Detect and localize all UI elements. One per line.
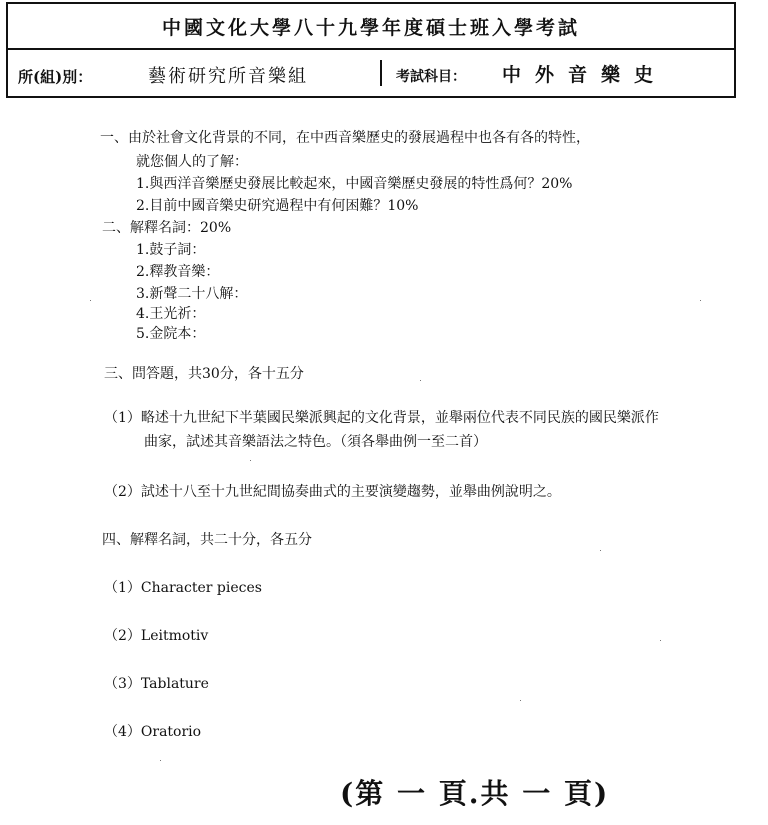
q4-intro: 四、解釋名詞，共二十分，各五分	[102, 532, 312, 548]
q1-item-1: 1.與西洋音樂歷史發展比較起來，中國音樂歷史發展的特性爲何？20%	[136, 176, 573, 192]
q2-item-4: 4.王光祈：	[136, 306, 206, 322]
exam-header-box	[6, 2, 736, 98]
q2-item-1: 1.鼓子詞：	[136, 242, 206, 258]
q3-intro: 三、問答題，共30分，各十五分	[104, 366, 304, 382]
q4-item-2: （2）Leitmotiv	[104, 628, 209, 644]
q2-item-2: 2.釋教音樂：	[136, 264, 220, 280]
q4-item-1: （1）Character pieces	[104, 580, 262, 596]
department-label: 所(組)別：	[18, 68, 93, 86]
exam-info-row	[8, 50, 734, 98]
q1-intro-line1: 一、由於社會文化背景的不同，在中西音樂歷史的發展過程中也各有各的特性，	[100, 130, 590, 146]
q2-item-5: 5.金院本：	[136, 326, 206, 342]
subject-value: 中外音樂史	[502, 64, 668, 86]
exam-title: 中國文化大學八十九學年度碩士班入學考試	[8, 4, 734, 50]
department-value: 藝術研究所音樂組	[148, 66, 308, 87]
q2-item-3: 3.新聲二十八解：	[136, 286, 248, 302]
q3-item-1-line2: 曲家，試述其音樂語法之特色。（須各舉曲例一至二首）	[144, 434, 487, 450]
q4-item-3: （3）Tablature	[104, 676, 209, 692]
q1-intro-line2: 就您個人的了解：	[136, 154, 248, 170]
header-divider	[380, 60, 382, 86]
q1-item-2: 2.目前中國音樂史研究過程中有何困難？10%	[136, 198, 419, 214]
q2-intro: 二、解釋名詞：20%	[102, 220, 232, 236]
q3-item-2: （2）試述十八至十九世紀間協奏曲式的主要演變趨勢，並舉曲例說明之。	[104, 484, 561, 500]
page-number-footer: (第 一 頁.共 一 頁)	[340, 777, 610, 810]
q4-item-4: （4）Oratorio	[104, 724, 202, 740]
subject-label: 考試科目：	[396, 69, 466, 85]
q3-item-1-line1: （1）略述十九世紀下半葉國民樂派興起的文化背景，並舉兩位代表不同民族的國民樂派作	[104, 410, 659, 426]
